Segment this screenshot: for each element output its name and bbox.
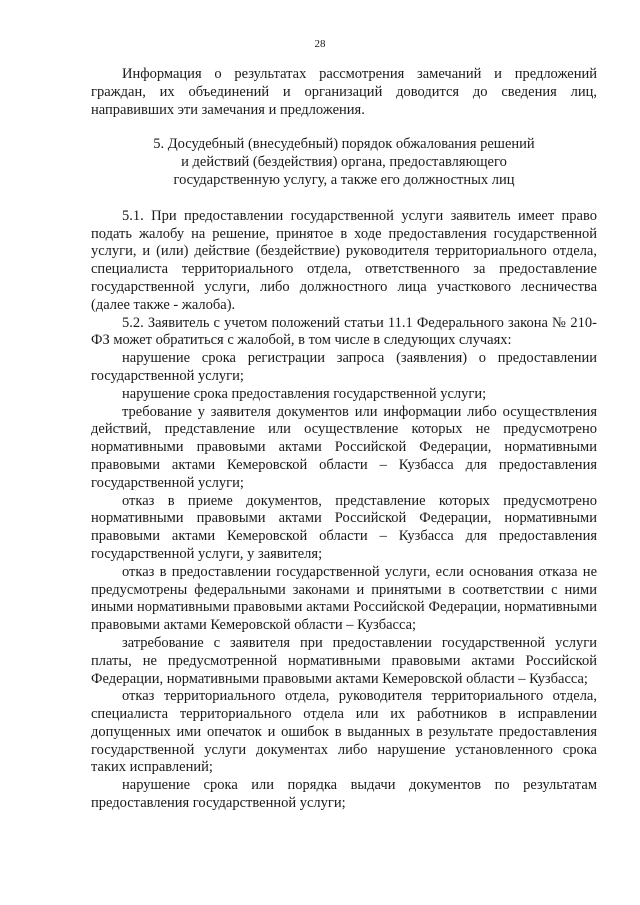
- list-item-excess-documents: требование у заявителя документов или информации либо осуществления действий, представление или осуществление которых не предусмотрено нормативными правовыми актами Российской Федерации, нормативными правовыми актами Кемеровской области – Кузбасса для предоставления государственной услуги;: [91, 403, 597, 491]
- page-number: 28: [314, 38, 326, 50]
- section-heading: [91, 136, 597, 189]
- paragraph-5-2: 5.2. Заявитель с учетом положений статьи 11.1 Федерального закона № 210-ФЗ может обратиться с жалобой, в том числе в следующих случаях:: [91, 314, 597, 349]
- list-item-refusal-of-service: отказ в предоставлении государственной услуги, если основания отказа не предусмотрены федеральными законами и принятыми в соответствии с ними иными нормативными правовыми актами Российской Федерации, нормативными правовыми актами Кемеровской области – Кузбасса;: [91, 563, 597, 634]
- list-item-service-delay: нарушение срока предоставления государственной услуги;: [122, 385, 487, 402]
- section-heading-line-3: государственную услугу, а также его должностных лиц: [173, 171, 515, 188]
- list-item-registration-delay: нарушение срока регистрации запроса (заявления) о предоставлении государственной услуги;: [91, 350, 597, 384]
- section-heading-line-1: 5. Досудебный (внесудебный) порядок обжалования решений: [153, 136, 535, 153]
- page-content: [91, 66, 597, 813]
- section-heading-line-2: и действий (бездействия) органа, предоставляющего: [181, 154, 507, 171]
- list-item-refusal-to-accept: отказ в приеме документов, представление которых предусмотрено нормативными правовыми актами Российской Федерации, нормативными правовыми актами Кемеровской области – Кузбасса для предоставления государственной услуги, у заявителя;: [91, 492, 597, 562]
- intro-paragraph: Информация о результатах рассмотрения замечаний и предложений граждан, их объединений и организаций доводится до сведения лиц, направивших эти замечания и предложения.: [91, 66, 597, 118]
- list-item-correction-refusal: отказ территориального отдела, руководителя территориального отдела, специалиста территориального отдела или их работников в исправлении допущенных ими опечаток и ошибок в выданных в результате предоставления государственной услуги документах либо нарушение установленного срока таких исправлений;: [91, 688, 597, 776]
- list-item-unlawful-fee: затребование с заявителя при предоставлении государственной услуги платы, не предусмотренной нормативными правовыми актами Российской Федерации, нормативными правовыми актами Кемеровской области – Кузбасса;: [91, 634, 597, 687]
- list-item-issuance-violation: нарушение срока или порядка выдачи документов по результатам предоставления государственной услуги;: [91, 777, 597, 812]
- paragraph-5-1: 5.1. При предоставлении государственной услуги заявитель имеет право подать жалобу на решение, принятое в ходе предоставления государственной услуги, и (или) действие (бездействие) руководителя территориального отдела, специалиста территориального отдела, ответственного за предоставление государственной услуги, либо должностного лица участкового лесничества (далее также - жалоба).: [91, 207, 597, 313]
